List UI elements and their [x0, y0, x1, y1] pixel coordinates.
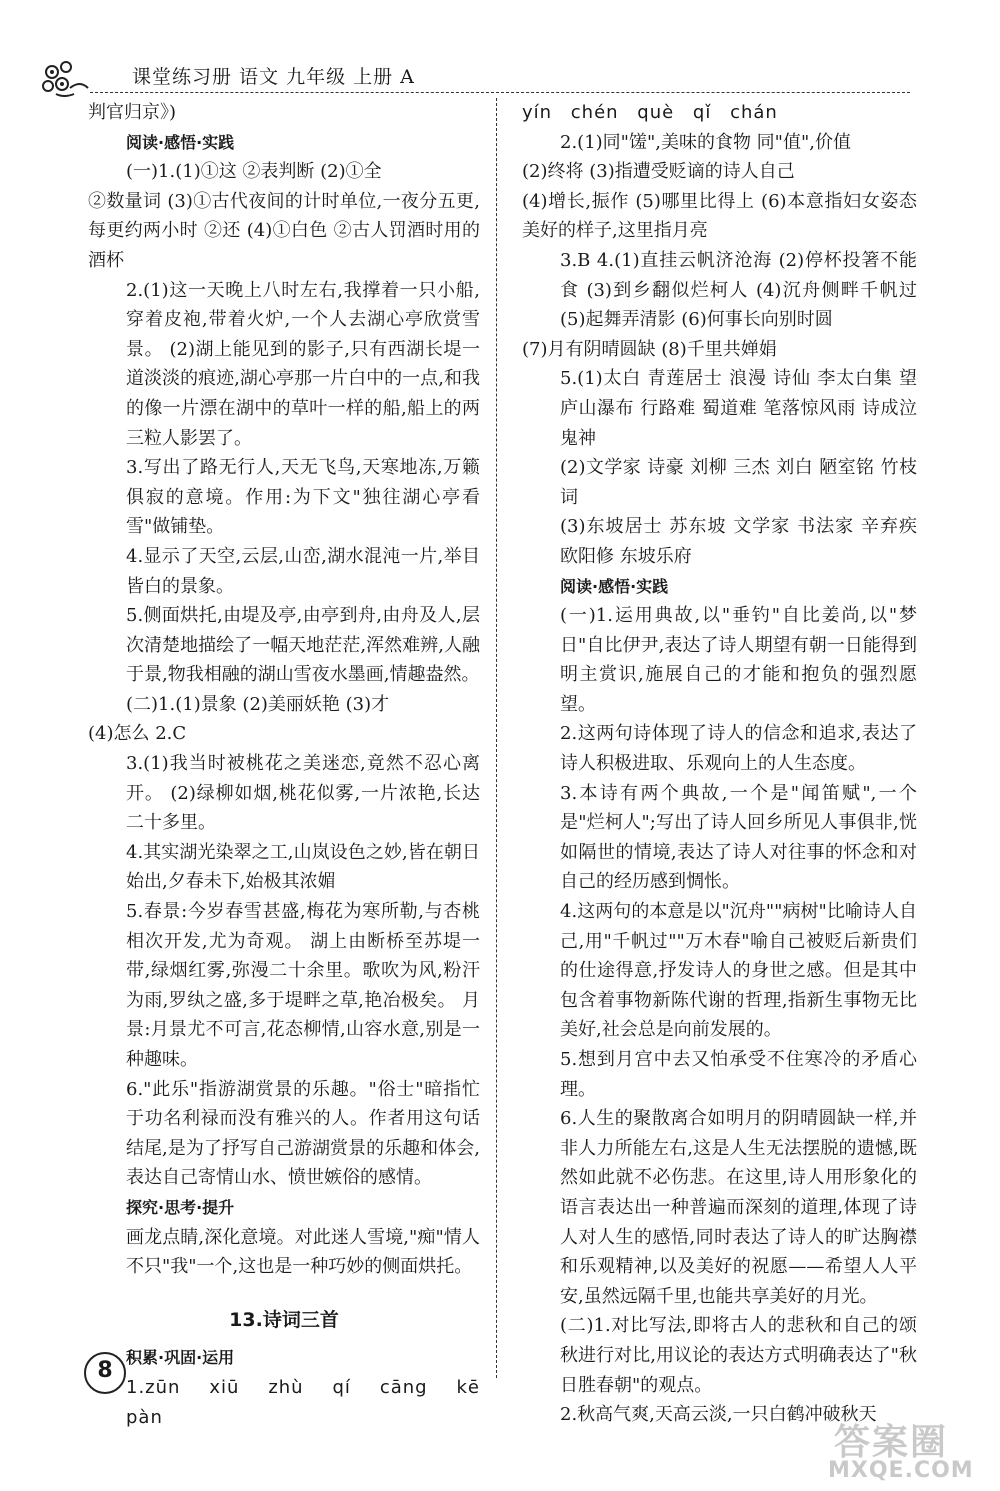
chapter-title: 13.诗词三首	[229, 1308, 339, 1331]
answer-line: 3.本诗有两个典故,一个是"闻笛赋",一个是"烂柯人";写出了诗人回乡所见人事俱非,恍如隔世的情境,表达了诗人对往事的怀念和对自己的经历感到惆怅。	[560, 782, 917, 893]
left-column	[88, 98, 480, 1432]
answer-line: 3.B 4.(1)直挂云帆济沧海 (2)停杯投箸不能食 (3)到乡翻似烂柯人 (4)沉舟侧畔千帆过 (5)起舞弄清影 (6)何事长向别时圆	[560, 249, 917, 331]
watermark-site: MXQE.COM	[828, 1458, 974, 1483]
answer-line: 2.这两句诗体现了诗人的信念和追求,表达了诗人积极进取、乐观向上的人生态度。	[560, 723, 917, 775]
answer-line: (3)东坡居士 苏东坡 文学家 书法家 辛弃疾 欧阳修 东坡乐府	[560, 516, 917, 567]
answer-line: 5.想到月宫中去又怕承受不住寒冷的矛盾心理。	[560, 1049, 917, 1100]
answer-line: 5.春景:今岁春雪甚盛,梅花为寒所勒,与杏桃相次开发,尤为奇观。 湖上由断桥至苏堤一带,绿烟红雾,弥漫二十余里。歌吹为风,粉汗为雨,罗纨之盛,多于堤畔之草,艳冶极矣。 月景:月景尤不可言,花态柳情,山容水意,别是一种趣味。	[126, 901, 480, 1070]
answer-line: 4.这两句的本意是以"沉舟""病树"比喻诗人自己,用"千帆过""万木春"喻自己被贬后新贵们的仕途得意,抒发诗人的身世之感。但是其中包含着事物新陈代谢的哲理,指新生事物无比美好,社会总是向前发展的。	[560, 901, 917, 1041]
answer-line: (一)1.运用典故,以"垂钓"自比姜尚,以"梦日"自比伊尹,表达了诗人期望有朝一日能得到明主赏识,施展自己的才能和抱负的强烈愿望。	[560, 605, 917, 715]
watermark-logo: 答案圈	[834, 1422, 949, 1463]
page-number-badge	[84, 1352, 128, 1396]
answer-line: 4.其实湖光染翠之工,山岚设色之妙,皆在朝日始出,夕春未下,始极其浓媚	[126, 841, 480, 893]
answer-line: 6.人生的聚散离合如明月的阴晴圆缺一样,并非人力所能左右,这是人生无法摆脱的遗憾,既然如此就不必伤悲。在这里,诗人用形象化的语言表达出一种普遍而深刻的道理,体现了诗人对人生的感悟,同时表达了诗人的旷达胸襟和乐观精神,以及美好的祝愿——希望人人平安,虽然远隔千里,也能共享美好的月光。	[560, 1108, 917, 1307]
answer-line: 6."此乐"指游湖赏景的乐趣。"俗士"暗指忙于功名利禄而没有雅兴的人。作者用这句话结尾,是为了抒写自己游湖赏景的乐趣和体会,表达自己寄情山水、愤世嫉俗的感情。	[126, 1078, 480, 1189]
answer-line: 判官归京》)	[88, 102, 177, 123]
answer-line: 5.侧面烘托,由堤及亭,由亭到舟,由舟及人,层次清楚地描绘了一幅天地茫茫,浑然难辨,人融于景,物我相融的湖山雪夜水墨画,情趣盎然。	[126, 605, 480, 686]
answer-line: 2.(1)同"馐",美味的食物 同"值",价值	[560, 131, 851, 153]
watermark	[800, 1414, 990, 1484]
answer-line: 4.显示了天空,云层,山峦,湖水混沌一片,举目皆白的景象。	[126, 545, 480, 597]
header-rule	[90, 92, 910, 93]
answer-line: (2)文学家 诗豪 刘柳 三杰 刘白 陋室铭 竹枝词	[560, 457, 917, 508]
section-heading-explore: 探究·思考·提升	[126, 1197, 235, 1217]
answer-line: (4)怎么 2.C	[88, 723, 187, 745]
answer-line: (2)终将 (3)指遭受贬谪的诗人自己	[522, 161, 795, 183]
answer-line: ②数量词 (3)①古代夜间的计时单位,一夜分五更,每更约两小时 ②还 (4)①白色 ②古人罚酒时用的酒杯	[88, 190, 480, 271]
answer-line: (二)1.(1)景象 (2)美丽妖艳 (3)才	[126, 693, 390, 715]
answer-line: 画龙点睛,深化意境。对此迷人雪境,"痴"情人不只"我"一个,这也是一种巧妙的侧面烘托。	[126, 1226, 480, 1278]
book-title: 课堂练习册 语文 九年级 上册 A	[132, 66, 415, 88]
section-heading-reading: 阅读·感悟·实践	[560, 576, 669, 596]
answer-line: 5.(1)太白 青莲居士 浪漫 诗仙 李太白集 望庐山瀑布 行路难 蜀道难 笔落惊风雨 诗成泣鬼神	[560, 368, 917, 449]
pinyin-line: yín chén què qǐ chán	[522, 102, 778, 123]
answer-line: 3.(1)我当时被桃花之美迷恋,竟然不忍心离开。 (2)绿柳如烟,桃花似雾,一片浓艳,长达二十多里。	[126, 753, 480, 834]
right-column	[522, 98, 917, 1430]
answer-line: 2.秋高气爽,天高云淡,一只白鹤冲破秋天	[560, 1404, 877, 1426]
section-heading-accumulate: 积累·巩固·运用	[126, 1348, 235, 1368]
page-number: 8	[97, 1358, 113, 1383]
answer-line: (7)月有阴晴圆缺 (8)千里共婵娟	[522, 338, 777, 360]
answer-line: (一)1.(1)①这 ②表判断 (2)①全	[126, 161, 382, 183]
column-divider	[496, 98, 497, 1378]
answer-line: (二)1.对比写法,即将古人的悲秋和自己的颂秋进行对比,用议论的表达方式明确表达了"秋日胜春朝"的观点。	[560, 1315, 917, 1396]
answer-line: 2.(1)这一天晚上八时左右,我撑着一只小船,穿着皮袍,带着火炉,一个人去湖心亭欣赏雪景。 (2)湖上能见到的影子,只有西湖长堤一道淡淡的痕迹,湖心亭那一片白中的一点,和我的像一片漂在湖中的草叶一样的船,船上的两三粒人影罢了。	[126, 279, 480, 449]
pinyin-line: 1.zūn xiū zhù qí cāng kē pàn	[126, 1376, 480, 1428]
answer-line: 3.写出了路无行人,天无飞鸟,天寒地冻,万籁俱寂的意境。作用:为下文"独往湖心亭看雪"做铺垫。	[126, 457, 480, 538]
section-heading-reading: 阅读·感悟·实践	[126, 132, 235, 152]
answer-line: (4)增长,振作 (5)哪里比得上 (6)本意指妇女姿态美好的样子,这里指月亮	[522, 190, 917, 242]
flower-ornament-icon	[40, 58, 92, 100]
